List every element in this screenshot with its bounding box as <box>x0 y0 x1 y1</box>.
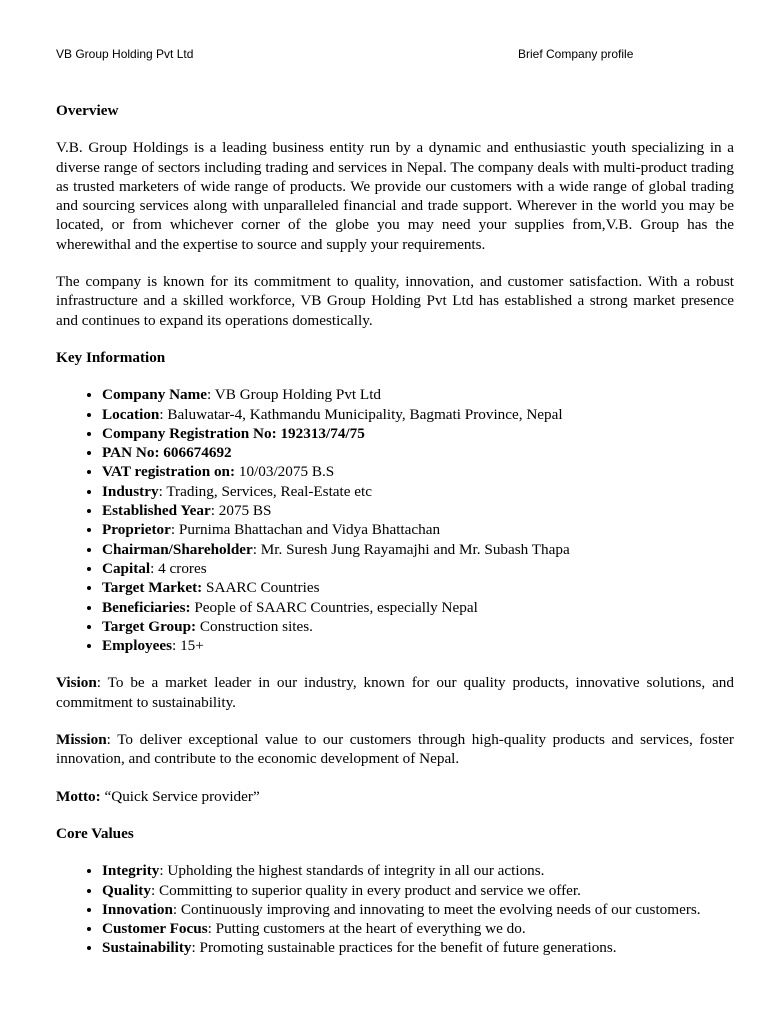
key-info-separator: : <box>252 540 261 558</box>
key-information-list <box>56 385 734 655</box>
overview-paragraph-2: The company is known for its commitment to quality, innovation, and customer satisfaction. With a robust infrastructure and a skilled workforce, VB Group Holding Pvt Ltd has established a strong market presence and continues to expand its operations domestically. <box>56 273 734 329</box>
key-info-label: VAT registration on: <box>102 463 236 481</box>
key-info-item <box>102 578 734 597</box>
key-info-separator: : <box>150 559 159 577</box>
core-value-text: : Continuously improving and innovating to meet the evolving needs of our customers. <box>172 900 701 918</box>
key-info-label: Industry <box>102 482 159 500</box>
key-info-item <box>102 462 734 481</box>
core-value-item <box>102 919 734 938</box>
key-info-label: Employees <box>102 637 173 655</box>
mission-paragraph <box>56 730 734 769</box>
key-info-item <box>102 385 734 404</box>
key-info-separator: : <box>159 405 168 423</box>
key-info-item <box>102 540 734 559</box>
core-value-item <box>102 861 734 880</box>
key-info-item <box>102 482 734 501</box>
page-header <box>56 47 656 65</box>
header-document-title: Brief Company profile <box>518 47 634 61</box>
core-values-list <box>56 861 734 957</box>
key-info-label: Company Name <box>102 386 208 404</box>
key-info-item <box>102 598 734 617</box>
core-value-text: : Promoting sustainable practices for the benefit of future generations. <box>191 939 617 957</box>
key-info-label: Beneficiaries: <box>102 598 191 616</box>
key-info-separator: : <box>172 637 181 655</box>
key-info-label: PAN No: 606674692 <box>102 444 232 462</box>
key-info-value: 15+ <box>180 637 204 655</box>
core-value-label: Customer Focus <box>102 920 208 938</box>
core-value-label: Quality <box>102 881 151 899</box>
core-value-label: Innovation <box>102 900 173 918</box>
key-info-item <box>102 617 734 636</box>
key-info-separator: : <box>158 482 167 500</box>
overview-paragraph-1: V.B. Group Holdings is a leading business entity run by a dynamic and enthusiastic youth specializing in a diverse range of sectors including trading and services in Nepal. The company deals with multi-product trading as trusted marketers of wide range of products. We provide our customers with a wide range of global trading and sourcing services along with unparalleled financial and trade support. Wherever in the world you may be located, or from whichever corner of the globe you may need your supplies from,V.B. Group has the wherewithal and the expertise to source and supply your requirements. <box>56 139 734 253</box>
core-value-text: : Upholding the highest standards of integrity in all our actions. <box>159 862 545 880</box>
core-value-text: : Committing to superior quality in every product and service we offer. <box>150 881 581 899</box>
key-info-separator: : <box>170 521 179 539</box>
mission-text: : To deliver exceptional value to our customers through high-quality products and services, foster innovation, and contribute to the economic development of Nepal. <box>56 731 734 768</box>
core-value-label: Sustainability <box>102 939 192 957</box>
key-info-label: Location <box>102 405 160 423</box>
key-info-item <box>102 520 734 539</box>
motto-paragraph <box>56 787 734 806</box>
key-info-value: Trading, Services, Real-Estate etc <box>166 482 372 500</box>
key-info-value: VB Group Holding Pvt Ltd <box>214 386 382 404</box>
core-value-item <box>102 881 734 900</box>
key-info-item <box>102 443 734 462</box>
core-value-label: Integrity <box>102 862 160 880</box>
key-info-label: Chairman/Shareholder <box>102 540 253 558</box>
key-info-value: Construction sites. <box>199 617 313 635</box>
key-info-value: Baluwatar-4, Kathmandu Municipality, Bagmati Province, Nepal <box>167 405 563 423</box>
key-info-value: 2075 BS <box>218 502 272 520</box>
key-info-item <box>102 501 734 520</box>
vision-paragraph <box>56 673 734 712</box>
motto-label: Motto: <box>56 787 101 805</box>
key-info-item <box>102 405 734 424</box>
overview-heading: Overview <box>56 102 119 119</box>
key-info-label: Proprietor <box>102 521 171 539</box>
core-values-heading: Core Values <box>56 824 134 842</box>
key-info-item <box>102 636 734 655</box>
core-value-item <box>102 938 734 957</box>
vision-label: Vision <box>56 674 97 692</box>
key-information-heading: Key Information <box>56 348 166 366</box>
document-body <box>56 101 734 976</box>
vision-text: : To be a market leader in our industry, known for our quality products, innovative solutions, and commitment to sustainability. <box>56 674 734 711</box>
mission-label: Mission <box>56 731 107 749</box>
motto-text: “Quick Service provider” <box>100 787 260 805</box>
key-info-value: Mr. Suresh Jung Rayamajhi and Mr. Subash Thapa <box>260 540 570 558</box>
key-info-separator: : <box>210 502 219 520</box>
key-info-value: 4 crores <box>158 559 207 577</box>
key-info-value: SAARC Countries <box>206 579 320 597</box>
key-info-label: Capital <box>102 559 151 577</box>
key-info-item <box>102 559 734 578</box>
core-value-text: : Putting customers at the heart of everything we do. <box>207 920 526 938</box>
key-info-value: Purnima Bhattachan and Vidya Bhattachan <box>178 521 441 539</box>
header-company-name: VB Group Holding Pvt Ltd <box>56 47 194 61</box>
key-info-label: Company Registration No: 192313/74/75 <box>102 424 365 442</box>
key-info-label: Target Market: <box>102 579 203 597</box>
key-info-separator: : <box>207 386 215 404</box>
key-info-item <box>102 424 734 443</box>
key-info-label: Target Group: <box>102 617 197 635</box>
key-info-value: 10/03/2075 B.S <box>238 463 335 481</box>
core-value-item <box>102 900 734 919</box>
key-info-value: People of SAARC Countries, especially Nepal <box>194 598 478 616</box>
key-info-label: Established Year <box>102 502 211 520</box>
